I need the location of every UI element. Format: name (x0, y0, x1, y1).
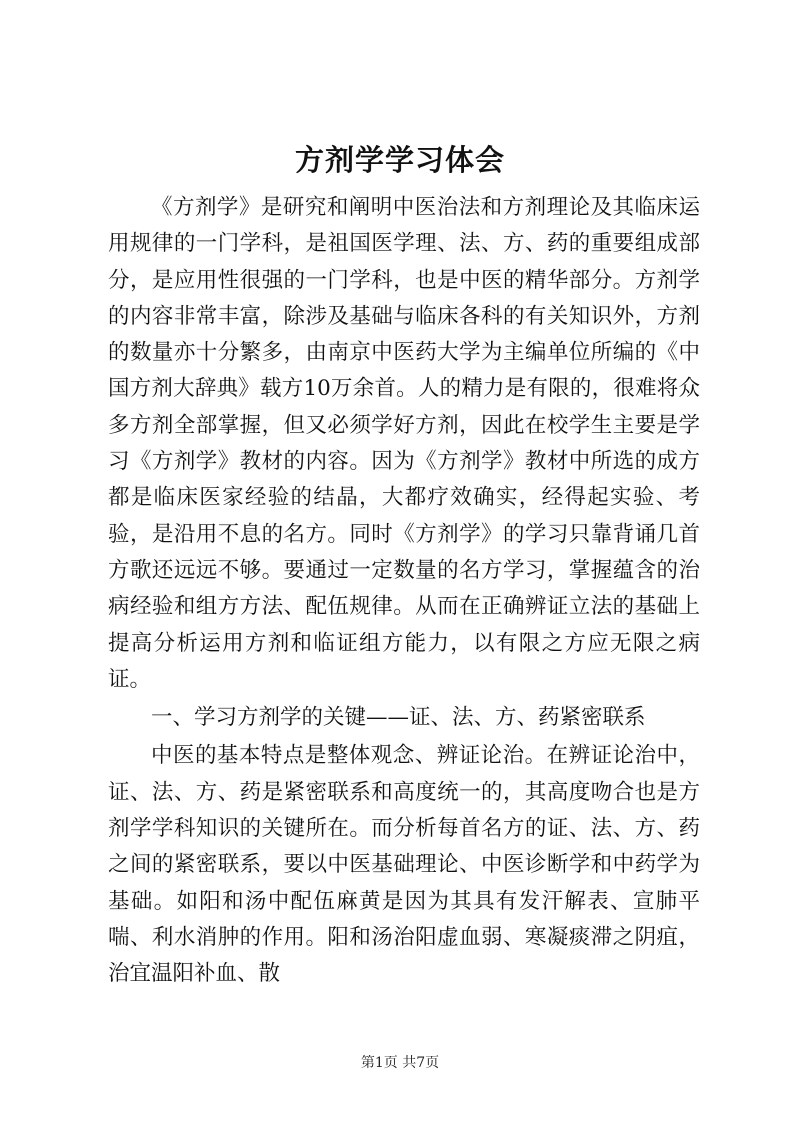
intro-paragraph: 《方剂学》是研究和阐明中医治法和方剂理论及其临床运用规律的一门学科，是祖国医学理、法、方、药的重要组成部分，是应用性很强的一门学科，也是中医的精华部分。方剂学的内容非常丰富，除涉及基础与临床各科的有关知识外，方剂的数量亦十分繁多，由南京中医药大学为主编单位所编的《中国方剂大辞典》载方10万余首。人的精力是有限的，很难将众多方剂全部掌握，但又必须学好方剂，因此在校学生主要是学习《方剂学》教材的内容。因为《方剂学》教材中所选的成方都是临床医家经验的结晶，大都疗效确实，经得起实验、考验，是沿用不息的名方。同时《方剂学》的学习只靠背诵几首方歌还远远不够。要通过一定数量的名方学习，掌握蕴含的治病经验和组方方法、配伍规律。从而在正确辨证立法的基础上提高分析运用方剂和临证组方能力，以有限之方应无限之病证。 (108, 195, 700, 692)
document-body (108, 190, 700, 993)
document-title: 方剂学学习体会 (294, 143, 505, 177)
page-footer: 第1页 共7页 (360, 1055, 440, 1071)
section-paragraph: 中医的基本特点是整体观念、辨证论治。在辨证论治中，证、法、方、药是紧密联系和高度统一的，其高度吻合也是方剂学学科知识的关键所在。而分析每首名方的证、法、方、药之间的紧密联系，要以中医基础理论、中医诊断学和中药学为基础。如阳和汤中配伍麻黄是因为其具有发汗解表、宣肺平喘、利水消肿的作用。阳和汤治阳虚血弱、寒凝痰滞之阴疽，治宜温阳补血、散 (108, 743, 700, 987)
section-heading: 一、学习方剂学的关键——证、法、方、药紧密联系 (151, 705, 646, 731)
